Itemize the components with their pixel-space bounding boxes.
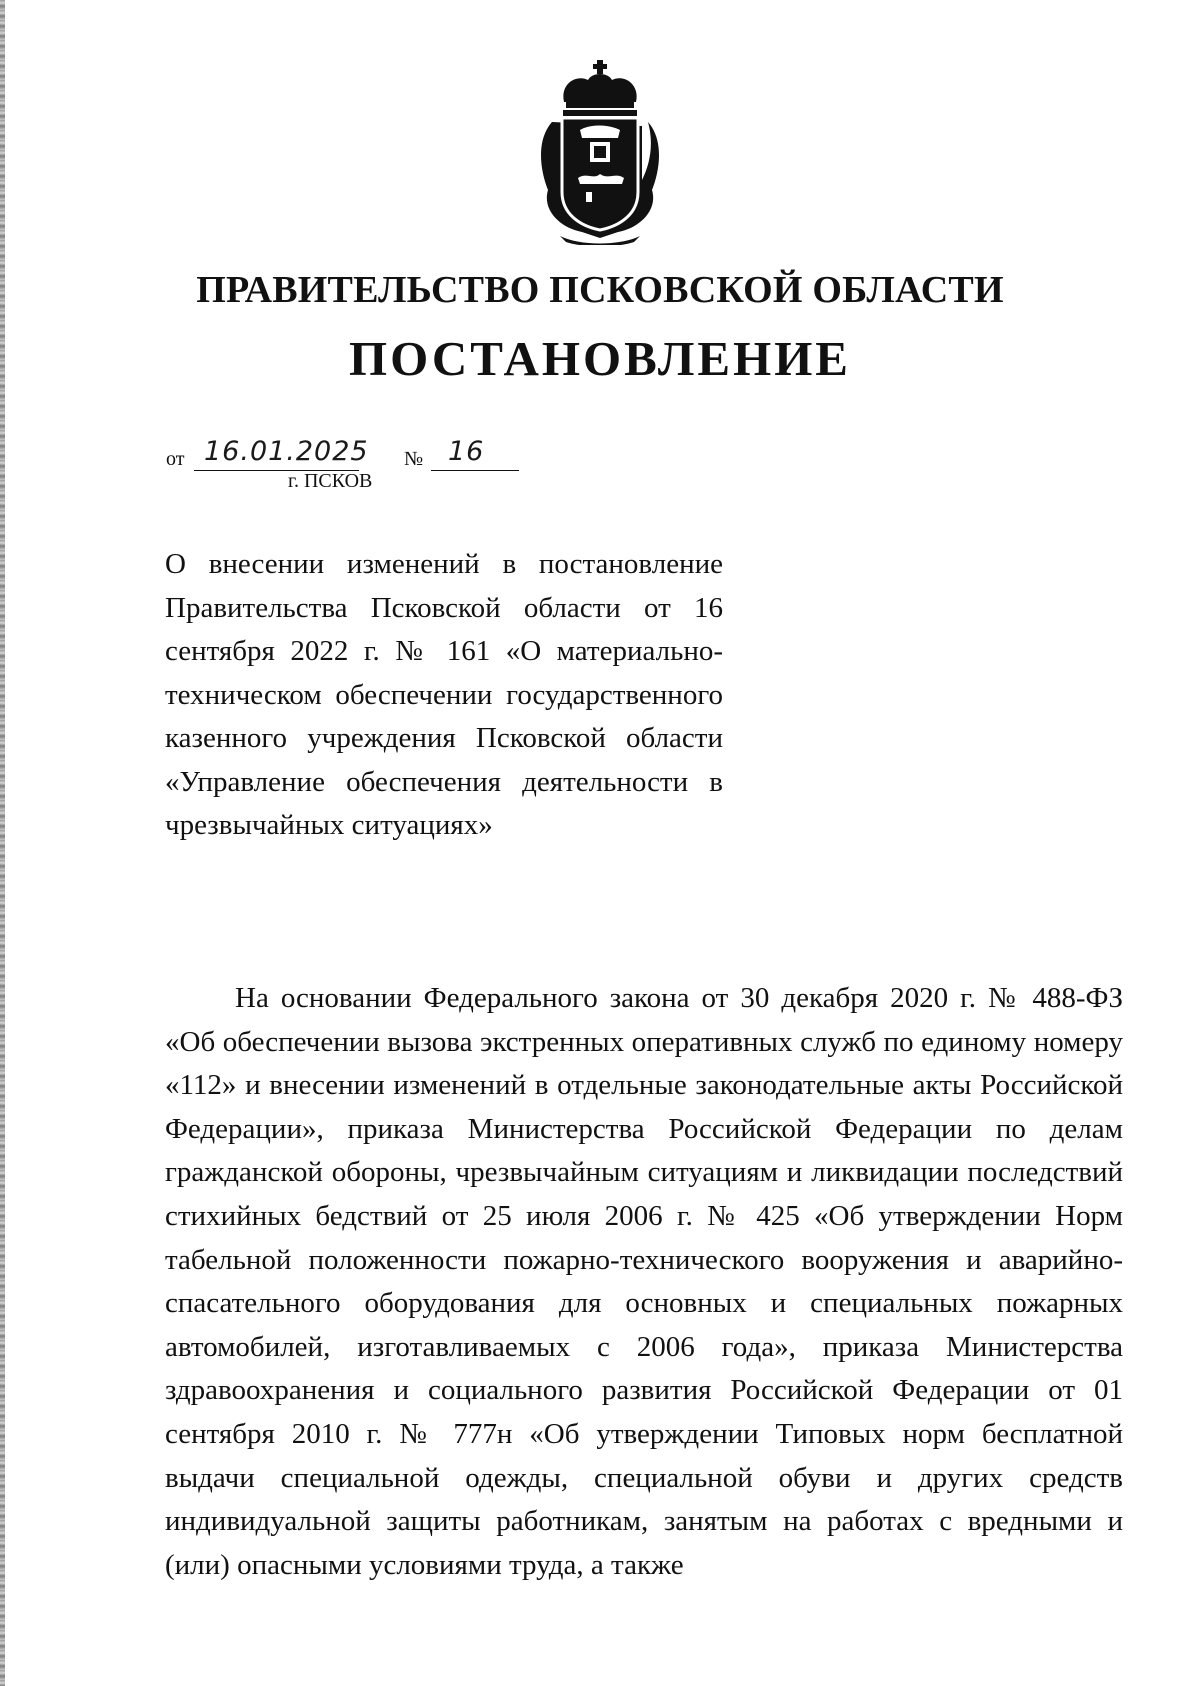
date-prefix: от — [166, 448, 185, 470]
document-type-title: ПОСТАНОВЛЕНИЕ — [349, 331, 851, 386]
subject-text: О внесении изменений в постановление Правительства Псковской области от 16 сентября 2022 г. № 161 «О материально-техническом обеспечении государственного казенного учреждения Псковской области «Управление обеспечения деятельности в чрезвычайных ситуациях» — [165, 548, 723, 841]
number-underline — [431, 470, 519, 471]
document-subject — [165, 543, 723, 848]
number-prefix: № — [404, 448, 424, 470]
scan-edge — [0, 0, 5, 1686]
handwritten-number: 16 — [448, 436, 485, 467]
government-title: ПРАВИТЕЛЬСТВО ПСКОВСКОЙ ОБЛАСТИ — [196, 269, 1004, 311]
document-body — [165, 977, 1123, 1587]
body-paragraph: На основании Федерального закона от 30 декабря 2020 г. № 488-ФЗ «Об обеспечении вызова экстренных оперативных служб по единому номеру «112» и внесении изменений в отдельные законодательные акты Российской Федерации», приказа Министерства Российской Федерации по делам гражданской обороны, чрезвычайным ситуациям и ликвидации последствий стихийных бедствий от 25 июля 2006 г. № 425 «Об утверждении Норм табельной положенности пожарно-технического вооружения и аварийно-спасательного оборудования для основных и специальных пожарных автомобилей, изготавливаемых с 2006 года», приказа Министерства здравоохранения и социального развития Российской Федерации от 01 сентября 2010 г. № 777н «Об утверждении Типовых норм бесплатной выдачи специальной одежды, специальной обуви и других средств индивидуальной защиты работникам, занятым на работах с вредными и (или) опасными условиями труда, а также — [165, 982, 1123, 1581]
handwritten-date: 16.01.2025 — [204, 436, 369, 467]
city-label: г. ПСКОВ — [288, 470, 373, 492]
pskov-oblast-coat-of-arms-icon — [530, 60, 670, 245]
